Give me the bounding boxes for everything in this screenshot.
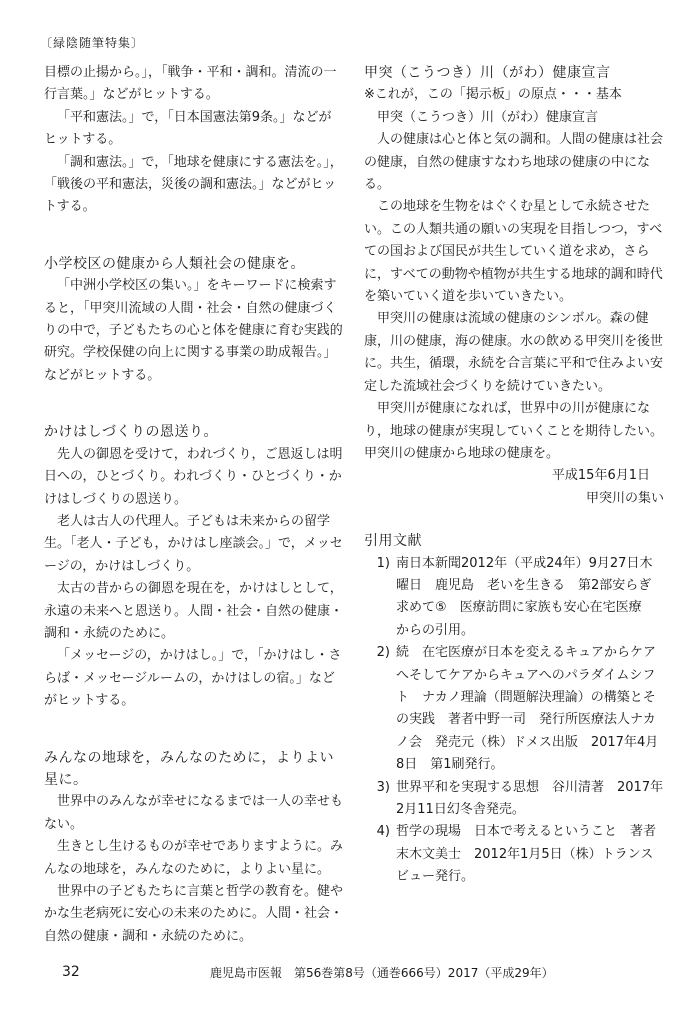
body-paragraph: 世界中の子どもたちに言葉と哲学の教育を。健やかな生老病死に安心の未来のために。人間・社会・自然の健康・調和・永続のために。 [44, 884, 344, 944]
declaration-note: ※これが，この「掲示板」の原点・・・基本 [364, 87, 622, 103]
page-number: 32 [62, 964, 80, 980]
reference-item [364, 642, 664, 776]
intro-paragraph: 「調和憲法。」で，「地球を健康にする憲法を。」，「戦後の平和憲法，災後の調和憲法。」などがヒットする。 [44, 154, 343, 215]
reference-item [364, 777, 664, 822]
reference-number: 2) [376, 645, 390, 661]
body-paragraph: 「メッセージの，かけはし。」で，「かけはし・さらば・メッセージルームの，かけはしの宿。」などがヒットする。 [44, 648, 342, 709]
reference-text: 哲学の現場 日本で考えるということ 著者 末木文美士 2012年1月5日（株）トランスビュー発行。 [396, 824, 670, 885]
reference-number: 3) [376, 779, 390, 795]
section-heading: みんなの地球を，みんなのために，よりよい星に。 [44, 749, 334, 788]
body-paragraph: 老人は古人の代理人。子どもは未来からの留学生。「老人・子ども，かけはし座談会。」で，メッセージの，かけはしづくり。 [44, 513, 343, 574]
section-heading: 小学校区の健康から人類社会の健康を。 [44, 255, 305, 272]
reference-number: 1) [376, 555, 390, 571]
declaration-heading: 甲突（こうつき）川（がわ）健康宣言 [364, 65, 611, 81]
section-header: 〔緑陰随筆特集〕 [40, 36, 145, 50]
section-heading: かけはしづくりの恩送り。 [44, 424, 218, 441]
body-paragraph: 「中洲小学校区の集い。」をキーワードに検索すると，「甲突川流域の人間・社会・自然の健康づくりの中で，子どもたちの心と体を健康に育む実践的研究。学校保健の向上に関する事業の助成報告。」などがヒットする。 [44, 278, 343, 383]
body-paragraph: 太古の昔からの御恩を現在を，かけはしとして，永遠の未来へと恩送り。人間・社会・自然の健康・調和・永続のために。 [44, 581, 344, 641]
reference-text: 続 在宅医療が日本を変えるキュアからケアへそしてケアからキュアへのパラダイムシフト ナカノ理論（問題解決理論）の構築とその実践 著者中野一司 発行所医療法人ナカノ会 発売元（株）ドメス出版 2017年4月8日 第1刷発行。 [396, 645, 659, 773]
declaration-paragraph: 人の健康は心と体と気の調和。人間の健康は社会の健康，自然の健康すなわち地球の健康の中になる。 [364, 132, 664, 193]
references-list [364, 553, 670, 889]
journal-citation: 鹿児島市医報 第56巻第8号（通巻666号）2017（平成29年） [210, 966, 554, 980]
reference-text: 世界平和を実現する思想 谷川清著 2017年2月11日幻冬舎発売。 [396, 779, 664, 817]
body-paragraph: 先人の御恩を受けて，われづくり，ご恩返しは明日への，ひとづくり。われづくり・ひとづくり・かけはしづくりの恩送り。 [44, 446, 343, 507]
body-paragraph: 世界中のみんなが幸せになるまでは一人の幸せもない。 [44, 794, 344, 832]
declaration-paragraph: 甲突川の健康は流域の健康のシンボル。森の健康，川の健康，海の健康。水の飲める甲突川を後世に。共生，循環，永続を合言葉に平和で住みよい安定した流域社会づくりを続けていきたい。 [364, 311, 664, 394]
reference-item [364, 821, 670, 888]
left-column [44, 62, 344, 948]
declaration-subtitle: 甲突（こうつき）川（がわ）健康宣言 [377, 109, 599, 125]
declaration-signature: 甲突川の集い [585, 490, 664, 506]
reference-number: 4) [376, 824, 390, 840]
declaration-date: 平成15年6月1日 [551, 468, 650, 484]
body-paragraph: 生きとし生けるものが幸せでありますように。みんなの地球を，みんなのために，よりよい星に。 [44, 839, 344, 877]
declaration-paragraph: この地球を生物をはぐくむ星として永続させたい。この人類共通の願いの実現を目指しつつ，すべての国および国民が共生していく道を求め，さらに，すべての動物や植物が共生する地球的調和時代を築いていく道を歩いていきたい。 [364, 199, 663, 305]
intro-paragraph: 目標の止揚から。」，「戦争・平和・調和。清流の一行言葉。」などがヒットする。 [44, 65, 337, 103]
right-column [364, 62, 670, 889]
reference-item [364, 553, 664, 643]
declaration-paragraph: 甲突川が健康になれば，世界中の川が健康になり，地球の健康が実現していくことを期待したい。甲突川の健康から地球の健康を。 [364, 401, 664, 461]
references-heading: 引用文献 [364, 533, 422, 550]
reference-text: 南日本新聞2012年（平成24年）9月27日木曜日 鹿児島 老いを生きる 第2部安らぎ求めて⑤ 医療訪問に家族も安心在宅医療 からの引用。 [396, 555, 655, 638]
intro-paragraph: 「平和憲法。」で，「日本国憲法第9条。」などがヒットする。 [44, 109, 332, 148]
